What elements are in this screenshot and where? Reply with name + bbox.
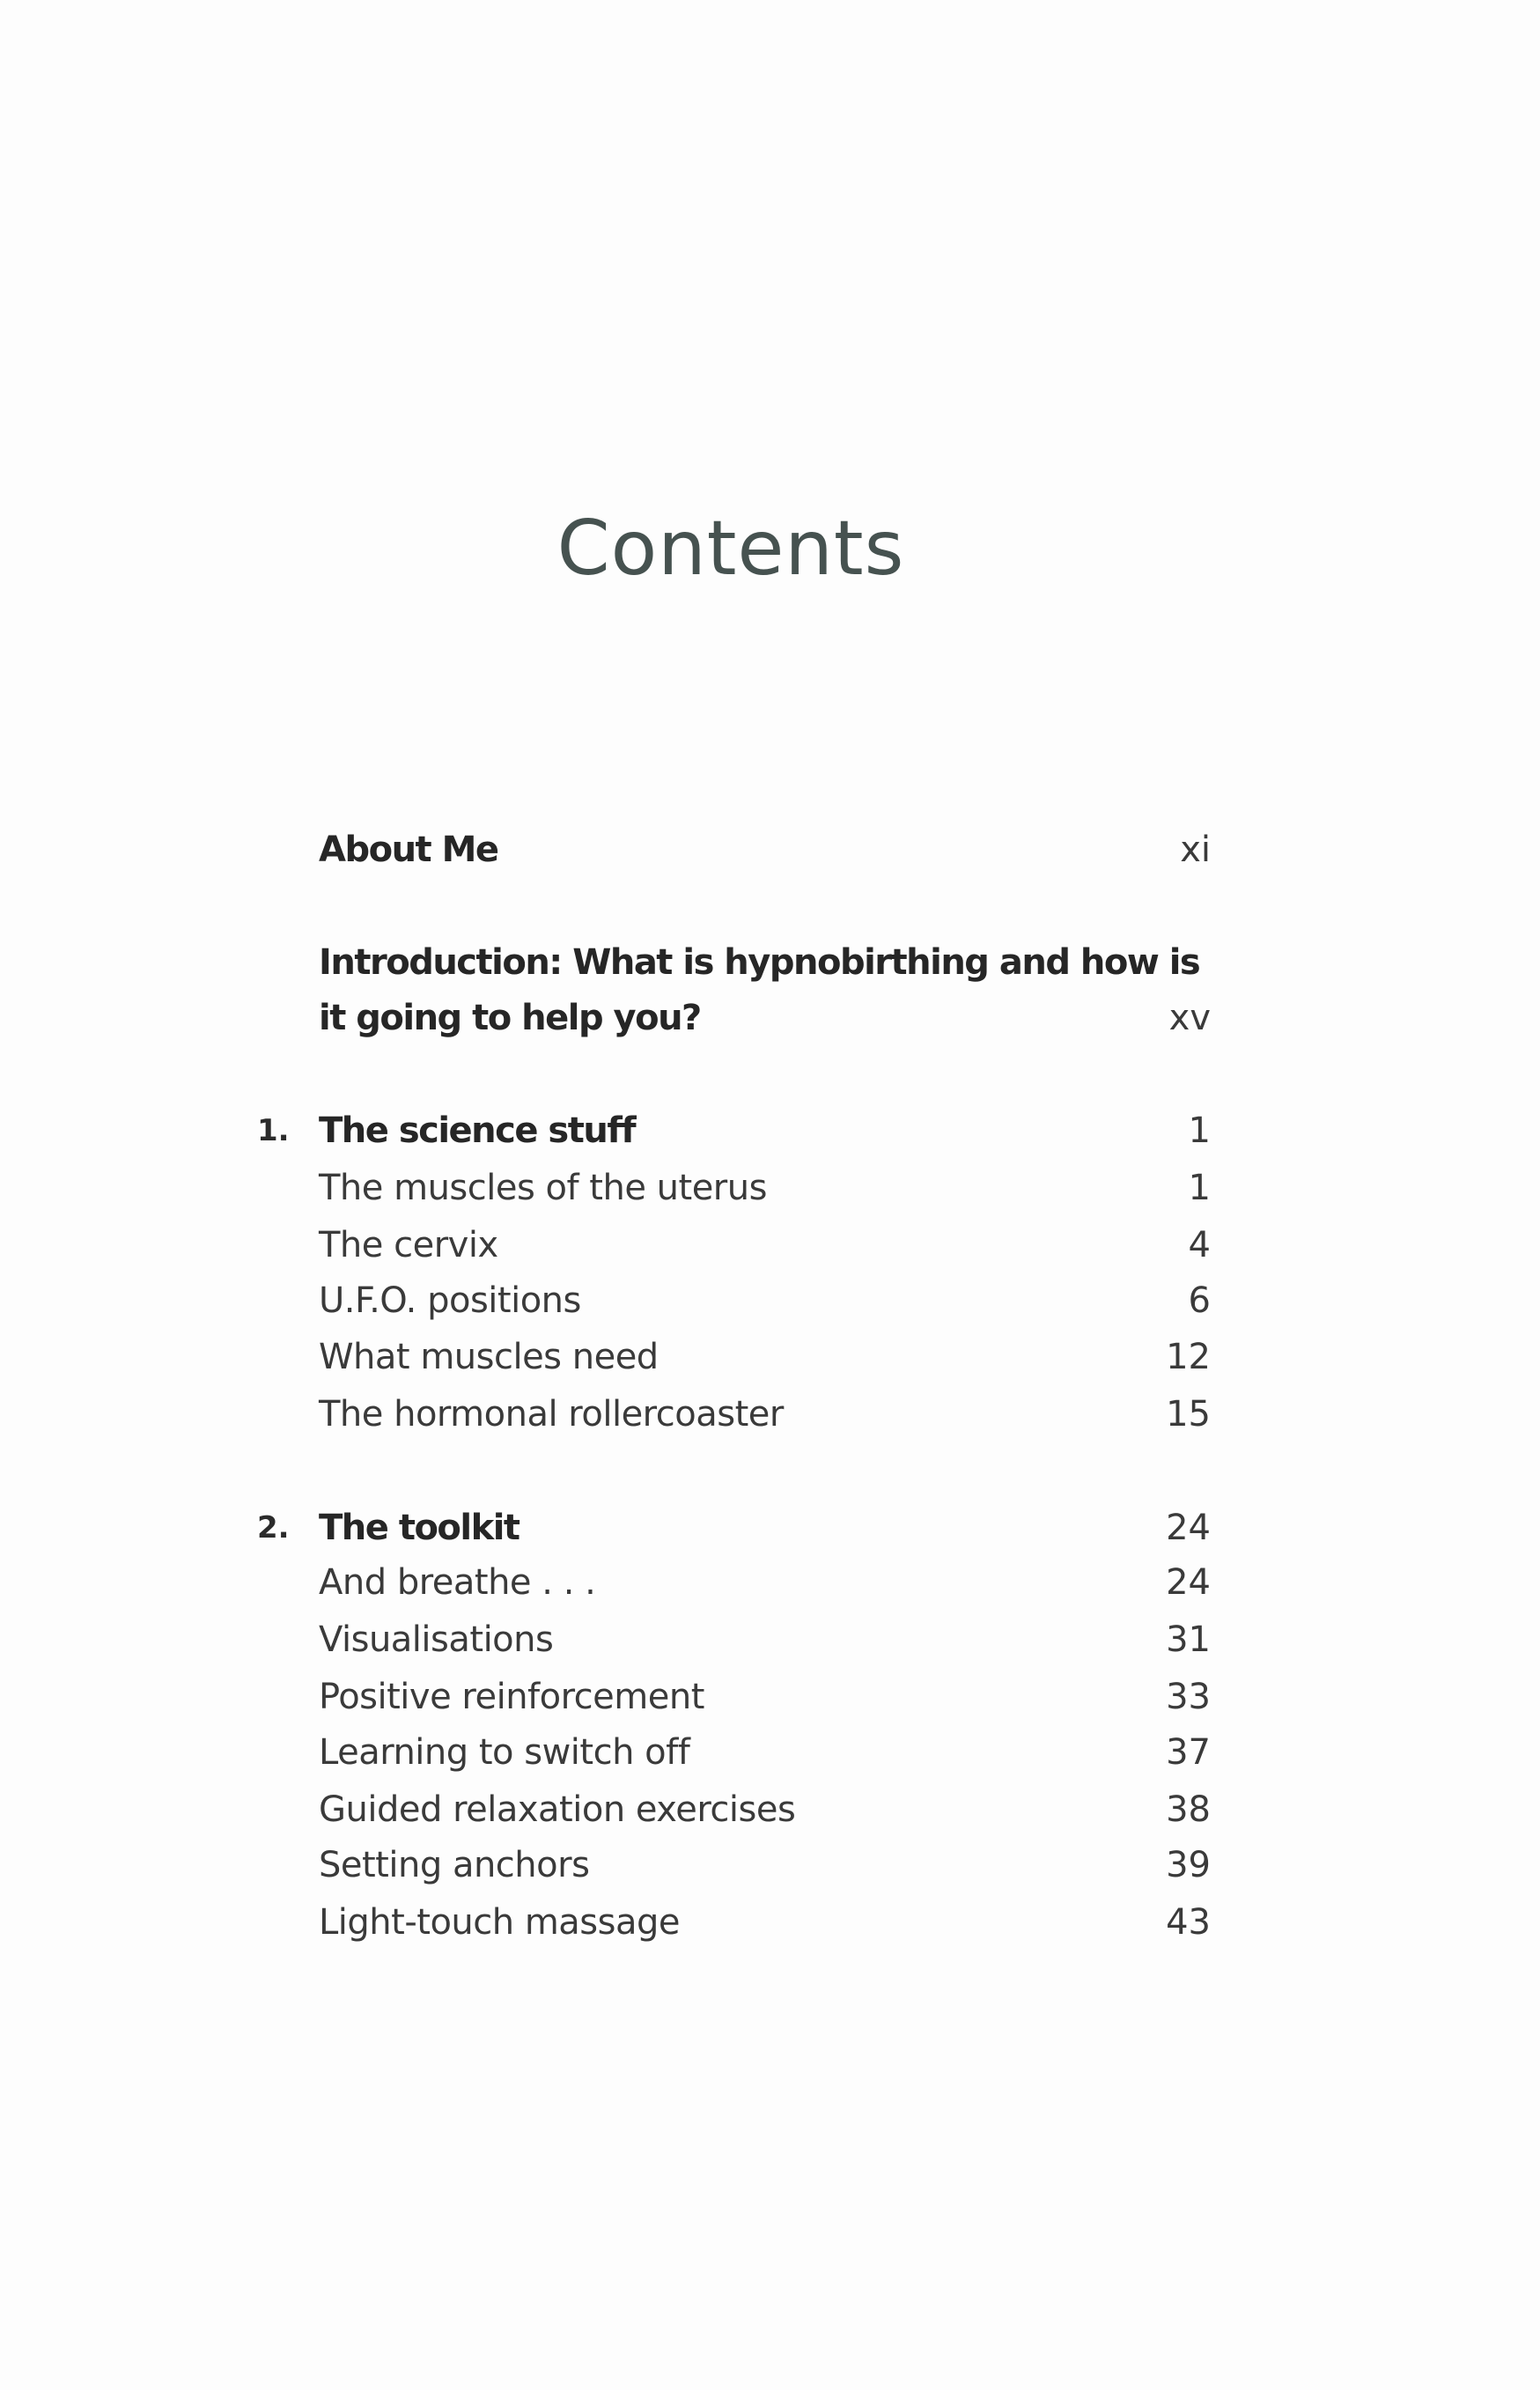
page-number: 38 — [1166, 1789, 1211, 1830]
toc-entry[interactable] — [247, 1781, 1211, 1838]
entry-title: And breathe . . . — [319, 1562, 596, 1603]
entry-title: What muscles need — [319, 1337, 659, 1377]
page-number: xi — [1180, 830, 1211, 870]
entry-title: The muscles of the uterus — [319, 1168, 767, 1208]
toc-entry-heading[interactable] — [247, 822, 1211, 878]
toc-entry[interactable] — [247, 1612, 1211, 1668]
toc-entry[interactable] — [247, 1724, 1211, 1781]
toc-entry[interactable] — [247, 1217, 1211, 1273]
chapter-number: 2. — [257, 1510, 290, 1545]
page-number: 24 — [1166, 1508, 1211, 1548]
entry-title: Learning to switch off — [319, 1732, 690, 1773]
toc-entry[interactable] — [247, 1554, 1211, 1611]
entry-title: Light-touch massage — [319, 1902, 680, 1943]
entry-title: About Me — [319, 830, 498, 870]
toc-entry[interactable] — [247, 1160, 1211, 1216]
page-number: 33 — [1166, 1677, 1211, 1717]
page-number: 12 — [1166, 1337, 1211, 1377]
toc-entry[interactable] — [247, 1894, 1211, 1951]
page-number: 43 — [1166, 1902, 1211, 1943]
entry-title: it going to help you? — [319, 998, 701, 1038]
toc-entry-heading[interactable] — [247, 934, 1211, 991]
page-number: 6 — [1188, 1280, 1211, 1321]
entry-title: Positive reinforcement — [319, 1677, 704, 1717]
page-number: 1 — [1188, 1110, 1211, 1151]
toc-entry[interactable] — [247, 1386, 1211, 1442]
entry-title: U.F.O. positions — [319, 1280, 581, 1321]
page-number: 37 — [1166, 1732, 1211, 1773]
entry-title: Guided relaxation exercises — [319, 1789, 796, 1830]
entry-title: Setting anchors — [319, 1845, 590, 1885]
page-number: 39 — [1166, 1845, 1211, 1885]
toc-entry[interactable] — [247, 1669, 1211, 1725]
page-number: 1 — [1188, 1168, 1211, 1208]
chapter-number: 1. — [257, 1113, 290, 1148]
toc-entry[interactable] — [247, 1329, 1211, 1385]
page-number: 31 — [1166, 1619, 1211, 1660]
entry-title: Introduction: What is hypnobirthing and how is — [319, 942, 1200, 983]
page-number: 15 — [1166, 1394, 1211, 1435]
toc-entry[interactable] — [247, 1837, 1211, 1893]
page-number: xv — [1168, 998, 1211, 1038]
entry-title: The science stuff — [319, 1110, 636, 1151]
entry-title: The toolkit — [319, 1508, 519, 1548]
page-number: 4 — [1188, 1225, 1211, 1265]
page-title: Contents — [556, 504, 905, 593]
page-number: 24 — [1166, 1562, 1211, 1603]
toc-entry-heading[interactable] — [247, 1500, 1211, 1556]
toc-entry-heading[interactable] — [247, 990, 1211, 1046]
entry-title: Visualisations — [319, 1619, 554, 1660]
toc-entry-heading[interactable] — [247, 1103, 1211, 1159]
entry-title: The cervix — [319, 1225, 498, 1265]
toc-entry[interactable] — [247, 1272, 1211, 1329]
entry-title: The hormonal rollercoaster — [319, 1394, 784, 1435]
